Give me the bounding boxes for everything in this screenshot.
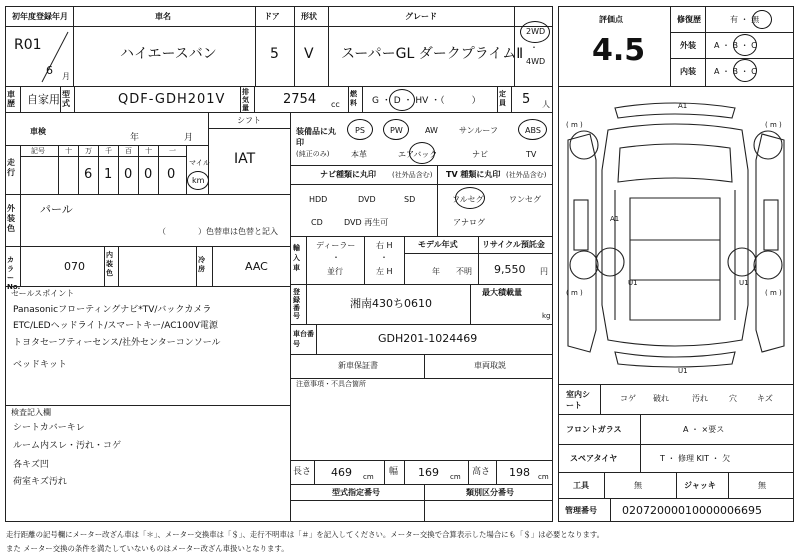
displacement-label: 排気量 bbox=[242, 88, 249, 112]
color-value: パール bbox=[40, 203, 73, 216]
tv-oneseg: ワンセグ bbox=[509, 195, 541, 204]
inspection-year: 年 bbox=[130, 133, 140, 143]
mileage-h-4: 百 bbox=[125, 147, 132, 155]
import-left-h: 左 H bbox=[376, 267, 393, 276]
equip-abs: ABS bbox=[525, 126, 541, 135]
interior-color-label: 内装色 bbox=[106, 251, 113, 277]
seat-item-0: コゲ bbox=[620, 394, 636, 403]
drive-dot: ・ bbox=[530, 43, 538, 52]
spare-label: スペアタイヤ bbox=[570, 454, 618, 463]
warranty-label: 新車保証書 bbox=[338, 361, 378, 370]
navi-type-sub: (社外品含む) bbox=[392, 171, 433, 179]
fuel-options: G ・ D ・ HV ・（ ） bbox=[372, 96, 481, 106]
length-label: 長さ bbox=[293, 467, 312, 477]
exterior-label: 外装 bbox=[680, 41, 696, 50]
length-value: 469 bbox=[331, 466, 352, 479]
diagram-hint-3: ( m ) bbox=[566, 289, 583, 297]
diagram-mark-a1-front: A1 bbox=[678, 102, 688, 110]
inspection-label: 車検 bbox=[30, 127, 46, 136]
navi-dvd-play: DVD 再生可 bbox=[344, 218, 389, 227]
first-reg-month-unit: 月 bbox=[62, 72, 70, 81]
inspector-line-0: シートカバーキレ bbox=[13, 423, 85, 433]
drive-2wd-circle bbox=[520, 21, 550, 43]
fuel-label: 燃料 bbox=[350, 90, 357, 107]
import-dot: ・ bbox=[332, 253, 340, 262]
seat-label: 室内シート bbox=[566, 390, 590, 410]
recycle-unit: 円 bbox=[540, 267, 548, 276]
shift-value: IAT bbox=[234, 151, 256, 167]
equipment-label: 装備品に丸印 bbox=[296, 127, 336, 147]
length-unit: cm bbox=[363, 473, 374, 481]
score-label: 評価点 bbox=[599, 15, 623, 24]
mileage-h-2: 万 bbox=[85, 147, 92, 155]
capacity-unit: 人 bbox=[542, 100, 550, 109]
drive-4wd: 4WD bbox=[526, 57, 546, 66]
max-load-label: 最大積載量 bbox=[482, 288, 522, 297]
equipment-sub: (純正のみ) bbox=[296, 150, 330, 158]
displacement-unit: cc bbox=[331, 100, 340, 109]
registration-value: 湘南430ち0610 bbox=[350, 297, 432, 310]
door-label: ドア bbox=[264, 12, 280, 21]
equip-ps: PS bbox=[355, 126, 365, 135]
glass-options: A ・ ×要ス bbox=[683, 425, 725, 434]
equip-leather: 本革 bbox=[351, 150, 367, 159]
chassis-value: GDH201-1024469 bbox=[378, 332, 478, 345]
import-label: 輸入車 bbox=[293, 244, 300, 272]
exterior-abc: A ・ B ・ C bbox=[714, 41, 757, 50]
equip-aw: AW bbox=[425, 126, 438, 135]
equip-tv: TV bbox=[526, 150, 537, 159]
diagram-hint-4: ( m ) bbox=[765, 289, 782, 297]
seat-item-2: 汚れ bbox=[692, 394, 708, 403]
width-unit: cm bbox=[450, 473, 461, 481]
grade-value: スーパーGL ダークプライムⅡ bbox=[341, 46, 524, 62]
mileage-unit-km: km bbox=[192, 176, 205, 185]
mileage-digit-3: 0 bbox=[144, 167, 153, 182]
interior-label: 内装 bbox=[680, 67, 696, 76]
capacity-value: 5 bbox=[522, 92, 531, 107]
diagram-mark-a1-side: A1 bbox=[610, 215, 620, 223]
score-value: 4.5 bbox=[592, 33, 646, 68]
footer-note-2: また メーター交換の条件を満たしていないものはメーター改ざん車扱いとなります。 bbox=[6, 544, 289, 553]
usage-value: 自家用 bbox=[27, 93, 60, 106]
tv-fullseg-circle bbox=[455, 187, 485, 209]
tv-analog: アナログ bbox=[453, 218, 485, 227]
exterior-b-circle bbox=[733, 34, 757, 56]
mileage-unit-mile: マイル bbox=[189, 159, 210, 167]
color-code-value: 070 bbox=[64, 260, 85, 273]
capacity-label: 定員 bbox=[499, 90, 506, 107]
notes-label: 注意事項・不具合箇所 bbox=[296, 380, 366, 388]
model-value: QDF-GDH201V bbox=[118, 92, 226, 107]
car-name-label: 車名 bbox=[155, 12, 171, 21]
model-year-value: 年 不明 bbox=[432, 267, 472, 276]
diagram-mark-u1-rear: U1 bbox=[678, 367, 688, 375]
import-dot2: ・ bbox=[380, 253, 388, 262]
registration-label: 登録番号 bbox=[293, 288, 300, 320]
jack-label: ジャッキ bbox=[684, 481, 716, 490]
model-label: 型式 bbox=[62, 90, 70, 108]
door-value: 5 bbox=[270, 46, 279, 62]
tv-fullseg: フルセグ bbox=[452, 195, 484, 204]
inspection-month: 月 bbox=[184, 133, 194, 143]
import-right-h: 右 H bbox=[376, 241, 393, 250]
footer-note-1: 走行距離の記号欄にメーター改ざん車は「＊」、メーター交換車は「＄」、走行不明車は「＃」を記入してください。メーター交換で合算表示した場合にも「＄」は必要となります。 bbox=[6, 530, 605, 539]
navi-cd: CD bbox=[311, 218, 323, 227]
mileage-h-6: 一 bbox=[169, 147, 176, 155]
height-unit: cm bbox=[538, 473, 549, 481]
interior-b-circle bbox=[733, 59, 757, 82]
drive-2wd: 2WD bbox=[526, 27, 546, 36]
equip-navi: ナビ bbox=[472, 150, 488, 159]
mileage-h-1: 十 bbox=[65, 147, 72, 155]
shape-value: V bbox=[304, 46, 314, 62]
mileage-h-5: 十 bbox=[145, 147, 152, 155]
car-damage-diagram bbox=[560, 90, 792, 380]
equip-abs-circle bbox=[518, 119, 547, 140]
diagram-mark-u1-left: U1 bbox=[628, 279, 638, 287]
first-reg-era: R01 bbox=[14, 37, 42, 53]
spare-options: T ・ 修理 KIT ・ 欠 bbox=[660, 454, 731, 463]
equip-ps-circle bbox=[347, 119, 373, 140]
diagram-hint-2: ( m ) bbox=[765, 121, 782, 129]
navi-hdd: HDD bbox=[309, 195, 328, 204]
car-name-value: ハイエースバン bbox=[120, 46, 217, 62]
repair-none-circle bbox=[752, 10, 772, 29]
inspector-label: 検査記入欄 bbox=[11, 408, 51, 417]
mileage-label: 走行 bbox=[7, 158, 15, 177]
recycle-label: リサイクル預託金 bbox=[482, 240, 545, 249]
seat-item-1: 破れ bbox=[653, 394, 669, 403]
inspector-line-3: 荷室キズ汚れ bbox=[13, 477, 67, 487]
first-reg-month: 6 bbox=[46, 64, 53, 77]
jack-value: 無 bbox=[758, 481, 766, 490]
fuel-diesel-circle bbox=[389, 89, 415, 111]
tv-type-label: TV 種類に丸印 bbox=[446, 170, 501, 179]
equip-pw: PW bbox=[390, 126, 403, 135]
color-label: 外装色 bbox=[7, 204, 15, 233]
import-parallel: 並行 bbox=[327, 267, 343, 276]
width-label: 幅 bbox=[389, 467, 399, 477]
manual-label: 車両取説 bbox=[474, 361, 506, 370]
seat-item-3: 穴 bbox=[729, 394, 737, 403]
interior-abc: A ・ B ・ C bbox=[714, 67, 757, 76]
mgmt-label: 管理番号 bbox=[565, 506, 597, 515]
model-year-label: モデル年式 bbox=[418, 240, 458, 249]
max-load-unit: kg bbox=[542, 312, 551, 320]
shape-label: 形状 bbox=[301, 12, 317, 21]
first-reg-label: 初年度登録年月 bbox=[12, 12, 68, 21]
height-value: 198 bbox=[509, 466, 530, 479]
mileage-digit-0: 6 bbox=[84, 167, 93, 182]
diagram-hint-1: ( m ) bbox=[566, 121, 583, 129]
usage-label: 車歴 bbox=[7, 90, 15, 108]
mileage-h-0: 記号 bbox=[31, 147, 45, 155]
mileage-h-3: 千 bbox=[105, 147, 112, 155]
grade-label: グレード bbox=[405, 12, 437, 21]
ac-label: 冷房 bbox=[198, 256, 205, 273]
navi-sd: SD bbox=[404, 195, 416, 204]
height-label: 高さ bbox=[472, 467, 491, 477]
glass-label: フロントガラス bbox=[566, 425, 622, 434]
equip-airbag: エアバック bbox=[398, 150, 438, 159]
tools-value: 無 bbox=[634, 481, 642, 490]
color-code-label: カラーNo. bbox=[7, 256, 21, 291]
sales-line-2: トヨタセーフティーセンス/社外センターコンソール bbox=[13, 338, 221, 348]
mileage-km-circle bbox=[187, 171, 209, 190]
mileage-digit-4: 0 bbox=[167, 167, 176, 182]
sales-line-3: ベッドキット bbox=[13, 360, 67, 370]
displacement-value: 2754 bbox=[283, 92, 317, 107]
tools-label: 工具 bbox=[573, 481, 589, 490]
sales-points-label: セールスポイント bbox=[11, 289, 75, 298]
tv-type-sub: (社外品含む) bbox=[506, 171, 547, 179]
sales-line-1: ETC/LEDヘッドライト/スマートキー/AC100V電源 bbox=[13, 321, 218, 331]
type-cert-label: 型式指定番号 bbox=[332, 488, 380, 497]
width-value: 169 bbox=[418, 466, 439, 479]
shift-label: シフト bbox=[237, 116, 261, 125]
repair-label: 修復歴 bbox=[677, 15, 701, 24]
color-note: （ ）色替車は色替と記入 bbox=[158, 227, 278, 236]
chassis-label: 車台番号 bbox=[293, 330, 314, 348]
recycle-value: 9,550 bbox=[494, 263, 526, 276]
ac-value: AAC bbox=[245, 260, 268, 273]
mileage-digit-2: 0 bbox=[124, 167, 133, 182]
repair-options: 有 ・ 無 bbox=[730, 15, 760, 24]
inspector-line-2: 各キズ凹 bbox=[13, 460, 49, 470]
inspector-line-1: ルーム内スレ・汚れ・コゲ bbox=[13, 441, 122, 451]
mileage-digit-1: 1 bbox=[104, 167, 113, 182]
equip-pw-circle bbox=[383, 119, 409, 140]
navi-type-label: ナビ種類に丸印 bbox=[320, 170, 376, 179]
diagram-mark-u1-right: U1 bbox=[739, 279, 749, 287]
mgmt-value: 02072000010000006695 bbox=[622, 504, 762, 517]
class-label: 類別区分番号 bbox=[466, 488, 514, 497]
import-dealer: ディーラー bbox=[316, 241, 356, 250]
equip-sunroof: サンルーフ bbox=[459, 126, 498, 135]
navi-dvd: DVD bbox=[358, 195, 376, 204]
seat-item-4: キズ bbox=[757, 394, 773, 403]
sales-line-0: Panasonicフローティングナビ*TV/バックカメラ bbox=[13, 305, 212, 315]
equip-airbag-circle bbox=[409, 142, 435, 164]
